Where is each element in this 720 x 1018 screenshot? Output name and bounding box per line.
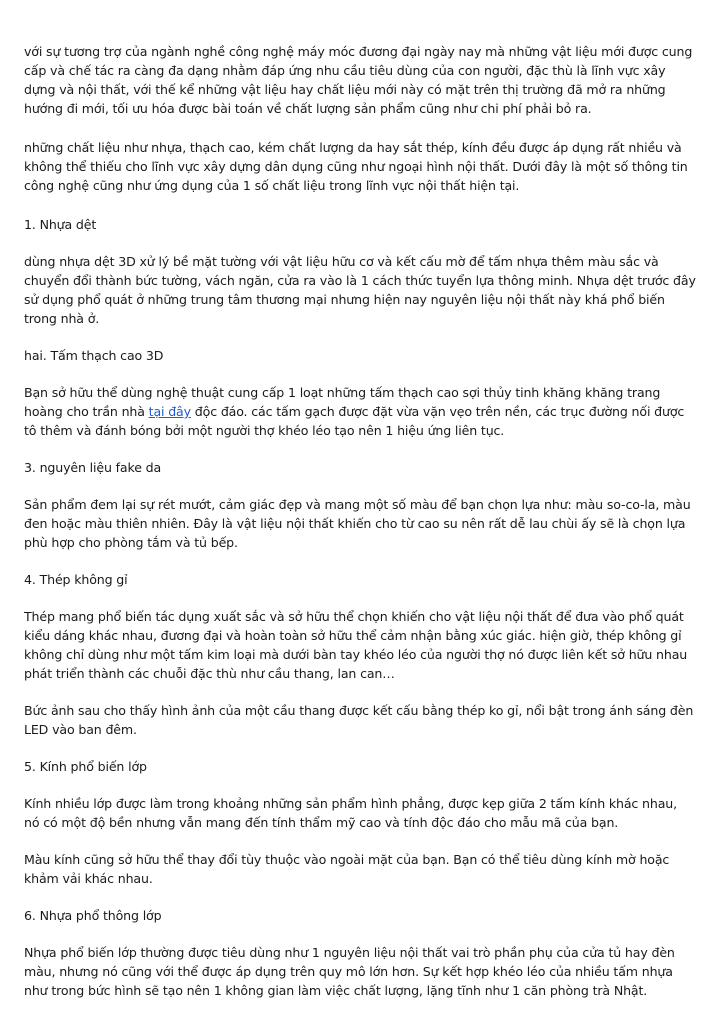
laminated-plastic-paragraph: Nhựa phổ biến lớp thường được tiêu dùng như 1 nguyên liệu nội thất vai trò phần phụ của cửa tủ hay đèn màu, nhưng nó cũng với thể được áp dụng trên quy mô lớn hơn. Sự kết hợp khéo léo của nhiều tấm nhựa như trong bức hình sẽ tạo nên 1 không gian làm việc chất lượng, lặng tĩnh như 1 căn phòng trà Nhật.	[24, 945, 675, 998]
faux-leather-paragraph: Sản phẩm đem lại sự rét mướt, cảm giác đẹp và mang một số màu để bạn chọn lựa như: màu so-co-la, màu đen hoặc màu thiên nhiên. Đây là vật liệu nội thất khiến cho từ cao su nên rất dễ lau chùi ấy sẽ là chọn lựa phù hợp cho phòng tắm và tủ bếp.	[24, 497, 691, 550]
gypsum-paragraph	[24, 383, 696, 440]
section-heading-woven-plastic: 1. Nhựa dệt	[24, 217, 97, 232]
glass-color-paragraph: Màu kính cũng sở hữu thể thay đổi tùy thuộc vào ngoài mặt của bạn. Bạn có thể tiêu dùng kính mờ hoặc khảm vải khác nhau.	[24, 852, 670, 886]
section-heading-stainless-steel: 4. Thép không gỉ	[24, 572, 128, 587]
section-heading-laminated-glass: 5. Kính phổ biến lớp	[24, 759, 147, 774]
section-heading-laminated-plastic: 6. Nhựa phổ thông lớp	[24, 908, 162, 923]
section-heading-gypsum-3d: hai. Tấm thạch cao 3D	[24, 348, 164, 363]
stainless-steel-photo-caption: Bức ảnh sau cho thấy hình ảnh của một cầu thang được kết cấu bằng thép ko gỉ, nổi bật trong ánh sáng đèn LED vào ban đêm.	[24, 703, 694, 737]
laminated-glass-paragraph: Kính nhiều lớp được làm trong khoảng những sản phẩm hình phẳng, được kẹp giữa 2 tấm kính khác nhau, nó có một độ bền nhưng vẫn mang đến tính thẩm mỹ cao và tính độc đáo cho mẫu mã của bạn.	[24, 796, 677, 830]
materials-overview-paragraph: những chất liệu như nhựa, thạch cao, kém chất lượng da hay sắt thép, kính đều được áp dụng rất nhiều và không thể thiếu cho lĩnh vực xây dựng dân dụng cũng như ngoại hình nội thất. Dưới đây là một số thông tin công nghệ cũng như ứng dụng của 1 số chất liệu trong lĩnh vực nội thất hiện tại.	[24, 140, 688, 193]
stainless-steel-paragraph: Thép mang phổ biến tác dụng xuất sắc và sở hữu thể chọn khiến cho vật liệu nội thất để đưa vào phổ quát kiểu dáng khác nhau, đương đại và hoàn toàn sở hữu thể cảm nhận bằng xúc giác. hiện giờ, thép không gỉ không chỉ dùng như một tấm kim loại mà dưới bàn tay khéo léo của người thợ nó được liên kết sở hữu nhau phát triển thành các chuỗi đặc thù như cầu thang, lan can…	[24, 609, 688, 681]
woven-plastic-paragraph: dùng nhựa dệt 3D xử lý bề mặt tường với vật liệu hữu cơ và kết cấu mờ để tấm nhựa thêm màu sắc và chuyển đổi thành bức tường, vách ngăn, cửa ra vào là 1 cách thức tuyển lựa thông minh. Nhựa dệt trước đây sử dụng phổ quát ở những trung tâm thương mại nhưng hiện nay nguyên liệu nội thất này khá phổ biến trong nhà ở.	[24, 254, 696, 326]
intro-paragraph: với sự tương trợ của ngành nghề công nghệ máy móc đương đại ngày nay mà những vật liệu mới được cung cấp và chế tác ra càng đa dạng nhằm đáp ứng nhu cầu tiêu dùng của con người, đặc thù là lĩnh vực xây dựng và nội thất, với thế kể những vật liệu hay chất liệu mới này có mặt trên thị trường đã mở ra những hướng đi mới, tối ưu hóa được bài toán về chất lượng sản phẩm cũng như chi phí phải bỏ ra.	[24, 44, 693, 116]
gypsum-text-after-link: độc đáo. các tấm gạch được đặt vừa vặn vẹo trên nền, các trục đường nối được tô thêm và đánh bóng bởi một người thợ khéo léo tạo nên 1 hiệu ứng liên tục.	[24, 404, 685, 438]
inline-link-tai-day[interactable]: tại đây	[148, 404, 191, 419]
gypsum-text-before-link: Bạn sở hữu thể dùng nghệ thuật cung cấp 1 loạt những tấm thạch cao sợi thủy tinh khăng khăng trang hoàng cho trần nhà	[24, 385, 661, 419]
section-heading-faux-leather: 3. nguyên liệu fake da	[24, 460, 162, 475]
